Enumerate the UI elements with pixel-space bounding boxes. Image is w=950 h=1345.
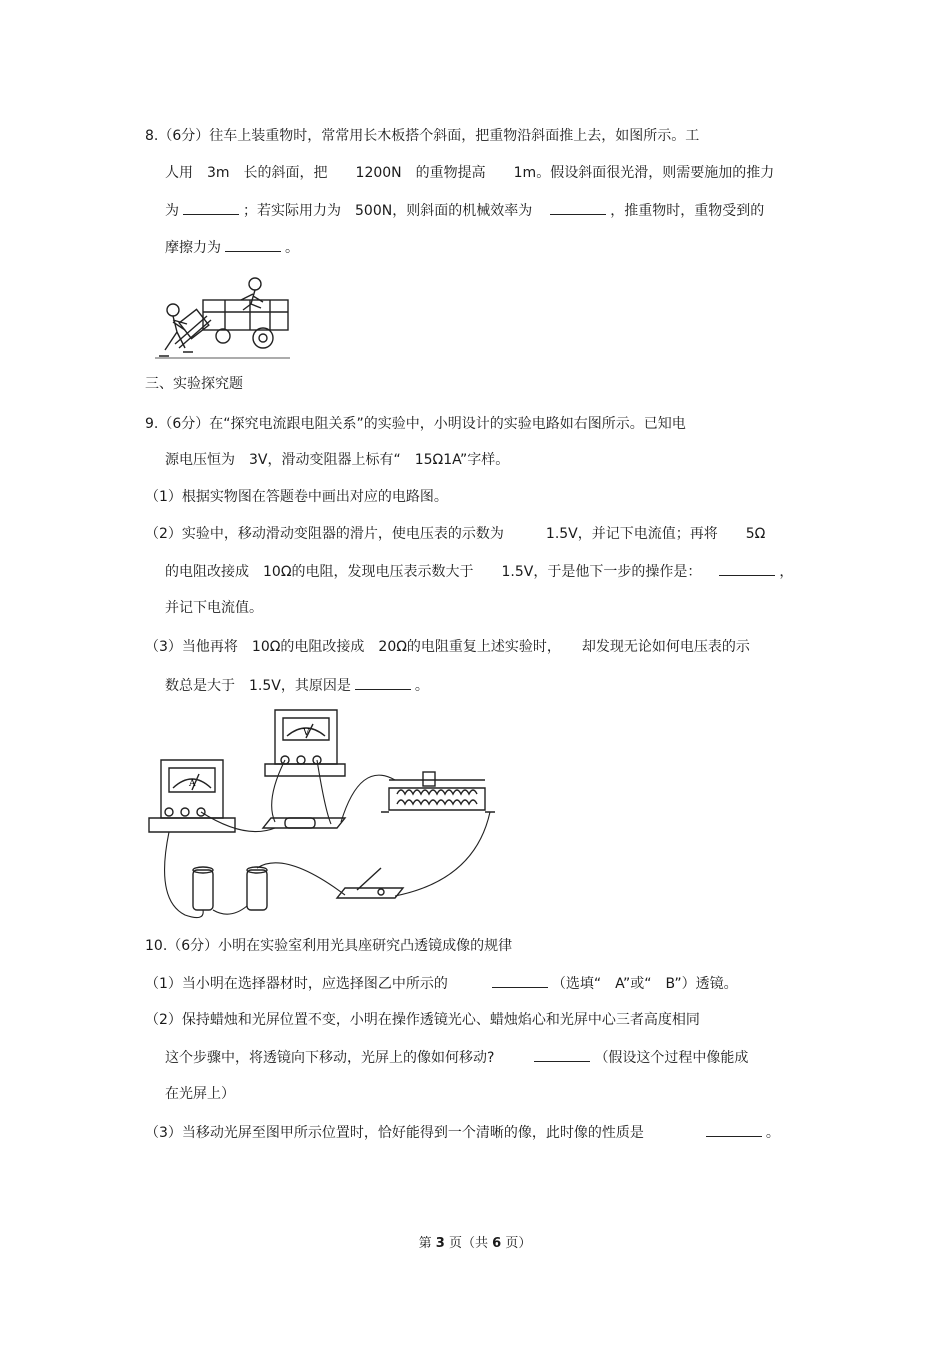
q8-line-3 <box>165 200 764 221</box>
q9-line-2: 源电压恒为 3V，滑动变阻器上标有“ 15Ω1A”字样。 <box>165 452 510 468</box>
truck-ramp-figure <box>145 272 295 362</box>
q9-part-3-line-2 <box>165 675 429 696</box>
q10-part-2-line-3: 在光屏上） <box>165 1086 235 1102</box>
ammeter-icon <box>149 760 235 832</box>
section-heading: 三、实验探究题 <box>145 376 243 392</box>
q8-text: ，推重物时，重物受到的 <box>610 203 765 219</box>
answer-blank[interactable] <box>550 200 606 215</box>
q10-part-2-line-2 <box>165 1047 748 1068</box>
resistor-icon <box>263 818 345 828</box>
footer-text: 第 <box>418 1236 432 1251</box>
q8-text: 为 <box>165 203 179 219</box>
page-footer <box>0 1232 950 1251</box>
q10-part-1 <box>145 973 738 994</box>
q9-line-1: 9.（6分）在“探究电流跟电阻关系”的实验中，小明设计的实验电路如右图所示。已知电 <box>145 416 686 432</box>
q10-line-1: 10.（6分）小明在实验室利用光具座研究凸透镜成像的规律 <box>145 938 513 954</box>
q10-text: （1）当小明在选择器材时，应选择图乙中所示的 <box>145 976 448 992</box>
q9-text: 。 <box>414 678 429 694</box>
rheostat-icon <box>381 772 495 812</box>
q9-text: 数总是大于 1.5V，其原因是 <box>165 678 351 694</box>
q8-text: 摩擦力为 <box>165 240 221 256</box>
answer-blank[interactable] <box>183 200 239 215</box>
answer-blank[interactable] <box>355 675 411 690</box>
q9-part-2-line-3: 并记下电流值。 <box>165 600 263 616</box>
footer-text: 页（共 <box>448 1236 488 1251</box>
switch-icon <box>337 868 403 898</box>
q10-text: （3）当移动光屏至图甲所示位置时，恰好能得到一个清晰的像，此时像的性质是 <box>145 1125 644 1141</box>
q9-part-2-line-2 <box>165 561 793 582</box>
answer-blank[interactable] <box>492 973 548 988</box>
q10-text: 。 <box>765 1125 780 1141</box>
q8-text: ；若实际用力为 500N，则斜面的机械效率为 <box>243 203 533 219</box>
answer-blank[interactable] <box>534 1047 590 1062</box>
q8-text: 。 <box>285 240 299 256</box>
circuit-figure <box>145 700 505 925</box>
q9-part-2-line-1: （2）实验中，移动滑动变阻器的滑片，使电压表的示数为 1.5V，并记下电流值；再将 5Ω <box>145 526 766 542</box>
voltmeter-label: V <box>303 728 310 738</box>
q10-part-3 <box>145 1122 780 1143</box>
q9-part-3-line-1: （3）当他再将 10Ω的电阻改接成 20Ω的电阻重复上述实验时， 却发现无论如何电压表的示 <box>145 639 750 655</box>
q8-line-4 <box>165 237 299 258</box>
q10-part-2-line-1: （2）保持蜡烛和光屏位置不变，小明在操作透镜光心、蜡烛焰心和光屏中心三者高度相同 <box>145 1012 700 1028</box>
answer-blank[interactable] <box>719 561 775 576</box>
battery-icon <box>193 867 267 910</box>
q9-text: 的电阻改接成 10Ω的电阻，发现电压表示数大于 1.5V，于是他下一步的操作是： <box>165 564 702 580</box>
q8-line-2: 人用 3m 长的斜面，把 1200N 的重物提高 1m。假设斜面很光滑，则需要施加的推力 <box>165 165 775 181</box>
q8-line-1: 8.（6分）往车上装重物时，常常用长木板搭个斜面，把重物沿斜面推上去，如图所示。工 <box>145 128 700 144</box>
q10-text: （假设这个过程中像能成 <box>594 1050 749 1066</box>
page-number: 3 <box>435 1236 445 1251</box>
q9-text: ， <box>779 564 794 580</box>
q10-text: 这个步骤中，将透镜向下移动，光屏上的像如何移动? <box>165 1050 495 1066</box>
ammeter-label: A <box>189 779 196 789</box>
q10-text: （选填“ A”或“ B”）透镜。 <box>551 976 738 992</box>
q9-part-1: （1）根据实物图在答题卷中画出对应的电路图。 <box>145 489 448 505</box>
answer-blank[interactable] <box>225 237 281 252</box>
page-total: 6 <box>492 1236 502 1251</box>
footer-text: 页） <box>505 1236 532 1251</box>
voltmeter-icon <box>265 710 345 776</box>
answer-blank[interactable] <box>706 1122 762 1137</box>
